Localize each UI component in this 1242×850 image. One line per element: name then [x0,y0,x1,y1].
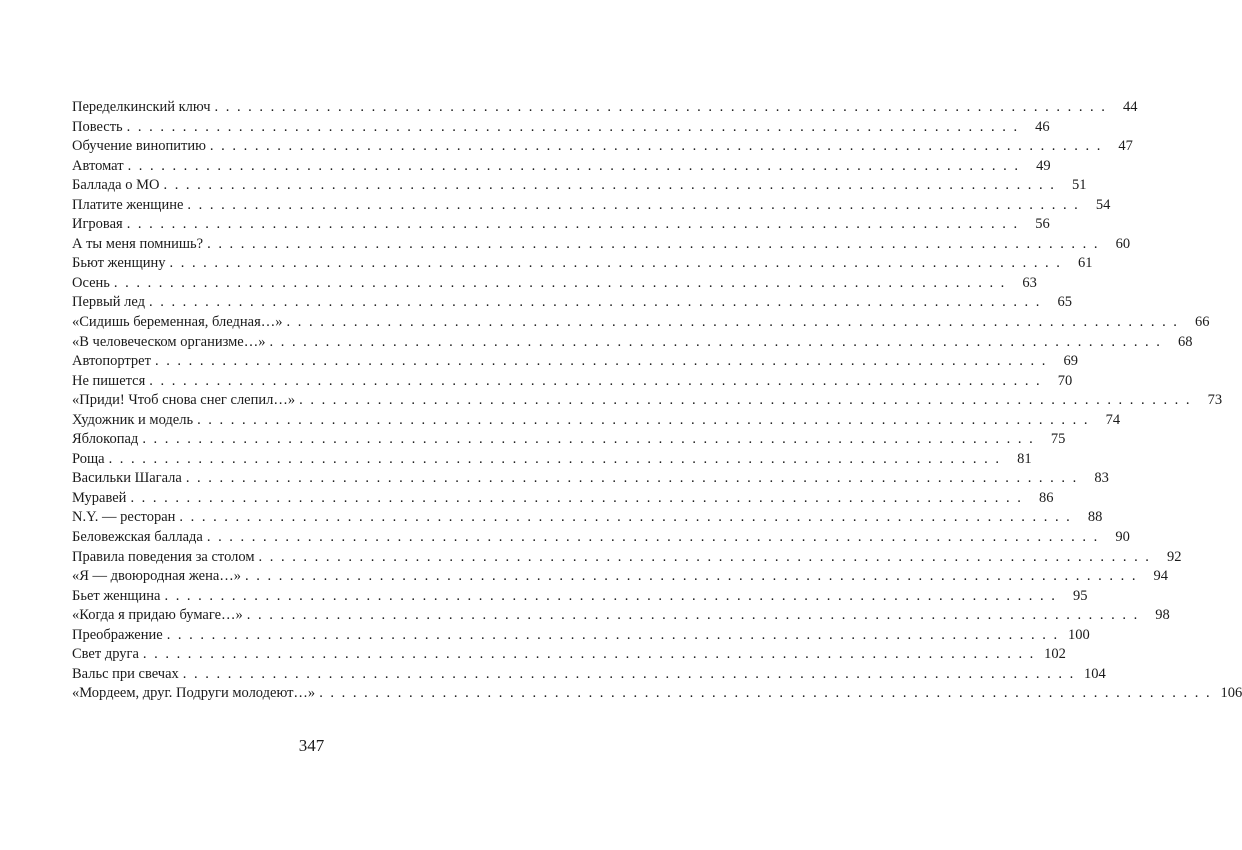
toc-entry-page: 70 [1057,372,1073,389]
toc-dot-leader: ................................................................................ [269,333,1168,350]
toc-entry-title: Вальс при свечах [72,665,183,685]
toc-dot-leader: ................................................................................ [149,372,1048,389]
toc-entry [72,137,1133,157]
toc-entry [72,684,1242,704]
toc-entry-page: 61 [1078,255,1093,272]
toc-dot-leader: ................................................................................ [319,685,1218,702]
toc-entry [72,235,1131,255]
toc-entry-page: 44 [1123,99,1138,115]
toc-entry-title: А ты меня помнишь? [72,235,207,255]
toc-entry-title: Переделкинский ключ [72,98,215,118]
toc-entry-page: 104 [1084,665,1106,682]
toc-entry-title: Автопортрет [72,352,155,372]
toc-entry-title: N.Y. — ресторан [72,508,179,528]
toc-entry-title: Автомат [72,157,128,177]
toc-dot-leader: ................................................................................ [169,255,1068,272]
toc-dot-leader: ................................................................................ [245,568,1144,585]
toc-dot-leader: ................................................................................ [113,274,1012,291]
toc-entry [72,333,1193,353]
toc-entry-title: Правила поведения за столом [72,548,259,568]
toc-entry-page: 95 [1072,587,1088,604]
toc-entry [72,411,1121,431]
toc-entry [72,626,1090,646]
toc-entry [72,508,1103,528]
toc-dot-leader: ................................................................................ [154,353,1053,370]
toc-entry-page: 69 [1063,353,1078,370]
toc-entry-title: «Когда я придаю бумаге…» [72,606,247,626]
toc-entry [72,293,1072,313]
toc-entry-title: Преображение [72,626,167,646]
toc-dot-leader: ................................................................................ [207,235,1106,252]
toc-entry-page: 94 [1153,568,1169,585]
toc-entry-page: 56 [1035,216,1050,233]
toc-entry [72,548,1182,568]
toc-entry-title: Васильки Шагала [72,469,186,489]
toc-entry-page: 54 [1095,196,1111,213]
toc-entry [72,196,1111,216]
toc-entry-title: «Приди! Чтоб снова снег слепил…» [72,391,299,411]
toc-entry [72,372,1073,392]
toc-entry-title: «Сидишь беременная, бледная…» [72,313,287,333]
toc-entry-title: Первый лед [72,293,149,313]
toc-entry-title: Не пишется [72,372,149,392]
toc-dot-leader: ................................................................................ [163,177,1062,194]
toc-entry-page: 51 [1071,177,1087,194]
toc-entry-page: 88 [1087,509,1103,526]
toc-dot-leader: ................................................................................ [179,509,1078,526]
toc-entry-title: Роща [72,450,109,470]
toc-entry-title: Игровая [72,215,127,235]
table-of-contents [72,98,1242,704]
toc-entry-title: Обучение винопитию [72,137,210,157]
toc-dot-leader: ................................................................................ [164,587,1063,604]
page-number: 347 [298,736,325,755]
toc-dot-leader: ................................................................................ [206,529,1105,546]
toc-entry-page: 92 [1167,548,1182,565]
toc-entry [72,274,1037,294]
toc-dot-leader: ................................................................................ [299,392,1198,409]
toc-dot-leader: ................................................................................ [126,216,1025,233]
toc-entry-title: Художник и модель [72,411,197,431]
toc-entry-title: Бьет женщина [72,587,164,607]
toc-entry-page: 68 [1178,333,1193,350]
toc-entry [72,528,1130,548]
toc-dot-leader: ................................................................................ [185,470,1084,487]
toc-entry-page: 60 [1115,235,1131,252]
toc-entry-title: Баллада о МО [72,176,163,196]
toc-entry-page: 90 [1115,529,1130,546]
toc-entry [72,450,1032,470]
toc-entry-page: 106 [1220,685,1242,702]
toc-entry [72,157,1051,177]
toc-entry-page: 86 [1038,489,1054,506]
toc-entry-page: 98 [1155,607,1170,624]
toc-dot-leader: ................................................................................ [149,294,1047,311]
toc-dot-leader: ................................................................................ [126,118,1025,135]
toc-dot-leader: ................................................................................ [130,489,1029,506]
toc-entry-title: Бьют женщину [72,254,170,274]
toc-entry [72,313,1210,333]
toc-entry [72,98,1138,118]
toc-entry [72,469,1109,489]
toc-entry-title: Платите женщине [72,196,187,216]
toc-entry-page: 73 [1207,392,1223,409]
toc-dot-leader: ................................................................................ [142,646,1041,663]
toc-dot-leader: ................................................................................ [187,196,1086,213]
toc-dot-leader: ................................................................................ [209,138,1108,155]
toc-entry [72,587,1088,607]
toc-entry-title: «Мордеем, друг. Подруги молодеют…» [72,684,319,704]
toc-entry [72,665,1106,685]
toc-entry-page: 66 [1195,314,1210,331]
toc-entry-page: 65 [1057,294,1072,311]
toc-entry-title: Свет друга [72,645,143,665]
toc-entry [72,352,1078,372]
toc-entry-page: 47 [1118,138,1133,155]
toc-dot-leader: ................................................................................ [197,411,1096,428]
toc-entry [72,645,1066,665]
toc-dot-leader: ................................................................................ [127,157,1026,174]
toc-entry [72,391,1223,411]
toc-entry-page: 49 [1036,157,1051,174]
toc-dot-leader: ................................................................................ [142,431,1041,448]
toc-entry-title: Яблокопад [72,430,142,450]
toc-entry [72,606,1170,626]
toc-entry-page: 83 [1094,470,1109,487]
toc-entry [72,215,1050,235]
toc-entry [72,254,1093,274]
toc-entry-page: 63 [1022,274,1037,291]
toc-entry-page: 74 [1105,411,1121,428]
toc-dot-leader: ................................................................................ [166,626,1065,643]
toc-entry-title: «В человеческом организме…» [72,333,270,353]
toc-entry [72,118,1050,138]
toc-entry-page: 100 [1067,626,1090,643]
toc-entry [72,489,1054,509]
toc-dot-leader: ................................................................................ [258,548,1157,565]
toc-entry [72,430,1066,450]
toc-dot-leader: ................................................................................ [182,665,1081,682]
toc-dot-leader: ................................................................................ [286,314,1185,331]
toc-entry-title: Муравей [72,489,130,509]
toc-dot-leader: ................................................................................ [214,99,1113,115]
toc-entry-page: 81 [1017,450,1032,467]
toc-entry-page: 75 [1050,431,1066,448]
toc-entry [72,176,1087,196]
toc-entry [72,567,1169,587]
toc-entry-title: «Я — двоюродная жена…» [72,567,245,587]
toc-entry-page: 102 [1044,646,1066,663]
toc-entry-page: 46 [1035,118,1050,135]
toc-entry-title: Беловежская баллада [72,528,207,548]
toc-entry-title: Повесть [72,118,127,138]
toc-dot-leader: ................................................................................ [108,450,1007,467]
toc-dot-leader: ................................................................................ [246,607,1145,624]
toc-entry-title: Осень [72,274,114,294]
